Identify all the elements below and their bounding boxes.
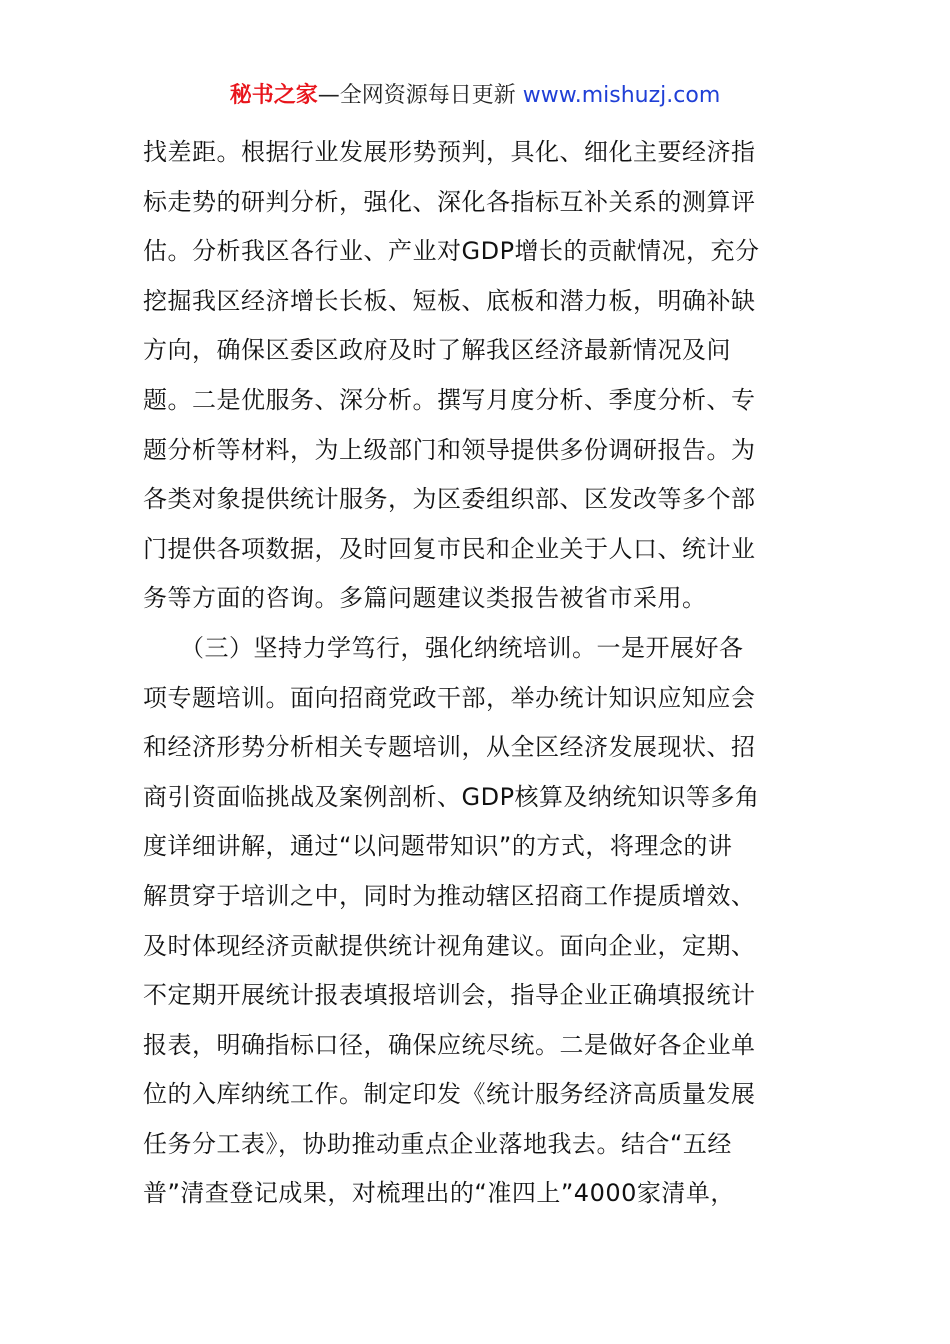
site-url-link[interactable]: www.mishuzj.com — [522, 83, 721, 108]
site-slogan: —全网资源每日更新 — [317, 83, 523, 108]
text-line: 任务分工表》，协助推动重点企业落地我去。结合“五经 — [143, 1129, 732, 1158]
text-line: 门提供各项数据，及时回复市民和企业关于人口、统计业 — [143, 534, 756, 563]
text-line: 不定期开展统计报表填报培训会，指导企业正确填报统计 — [143, 981, 756, 1010]
text-line: 商引资面临挑战及案例剖析、GDP核算及纳统知识等多角 — [143, 782, 760, 811]
document-body — [143, 128, 809, 1219]
text-line: 及时体现经济贡献提供统计视角建议。面向企业，定期、 — [143, 931, 756, 960]
text-line: 位的入库纳统工作。制定印发《统计服务经济高质量发展 — [143, 1080, 756, 1109]
site-banner — [0, 80, 950, 112]
text-line: 普”清查登记成果，对梳理出的“准四上”4000家清单， — [143, 1179, 735, 1208]
text-line: 估。分析我区各行业、产业对GDP增长的贡献情况，充分 — [143, 237, 760, 266]
text-line: 各类对象提供统计服务，为区委组织部、区发改等多个部 — [143, 485, 756, 514]
text-line: 和经济形势分析相关专题培训，从全区经济发展现状、招 — [143, 733, 756, 762]
text-line: 题。二是优服务、深分析。撰写月度分析、季度分析、专 — [143, 385, 756, 414]
text-line: 度详细讲解，通过“以问题带知识”的方式，将理念的讲 — [143, 832, 733, 861]
site-brand: 秘书之家 — [229, 83, 318, 108]
text-line: （三）坚持力学笃行，强化纳统培训。一是开展好各 — [143, 633, 744, 662]
text-line: 解贯穿于培训之中，同时为推动辖区招商工作提质增效、 — [143, 881, 756, 910]
text-line: 标走势的研判分析，强化、深化各指标互补关系的测算评 — [143, 187, 756, 216]
text-line: 务等方面的咨询。多篇问题建议类报告被省市采用。 — [143, 584, 707, 613]
text-line: 报表，明确指标口径，确保应统尽统。二是做好各企业单 — [143, 1030, 756, 1059]
text-line: 题分析等材料，为上级部门和领导提供多份调研报告。为 — [143, 435, 756, 464]
text-line: 找差距。根据行业发展形势预判，具化、细化主要经济指 — [143, 138, 756, 166]
text-line: 方向，确保区委区政府及时了解我区经济最新情况及问 — [143, 336, 731, 365]
text-line: 挖掘我区经济增长长板、短板、底板和潜力板，明确补缺 — [143, 286, 756, 315]
text-line: 项专题培训。面向招商党政干部，举办统计知识应知应会 — [143, 683, 756, 712]
